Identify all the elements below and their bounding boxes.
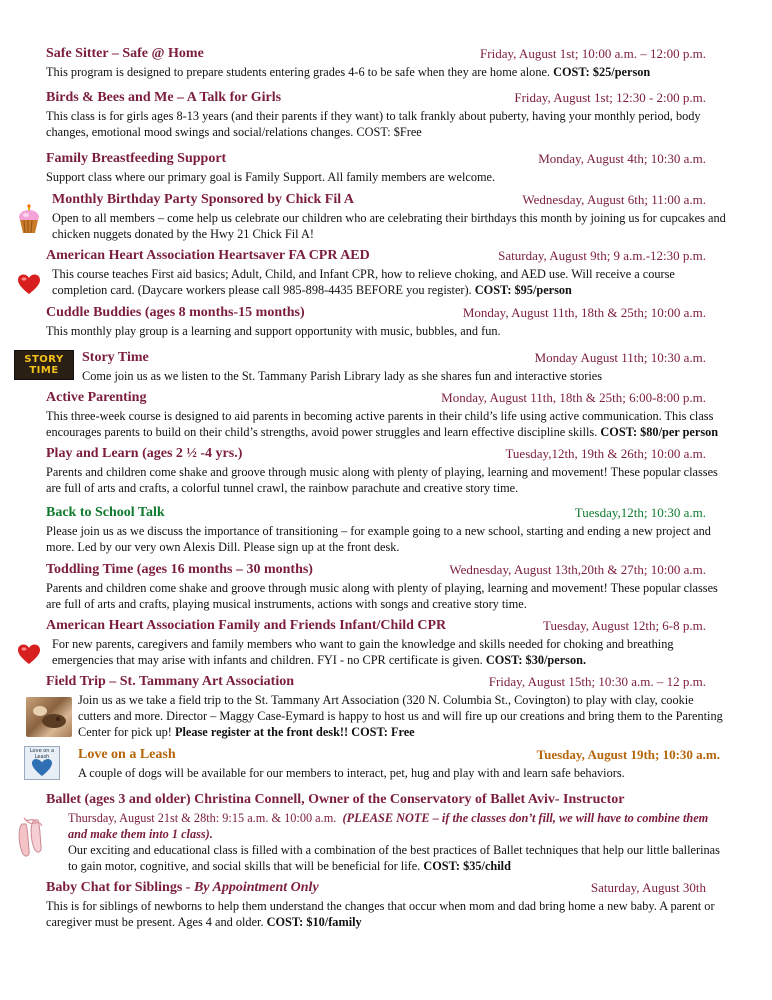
event-description: Parents and children come shake and groove through music along with plenty of playing, learning and movement! These popular classes are full of arts and crafts, a colorful tunnel crawl, the rainbow parachute and creative story time.: [46, 465, 718, 495]
event-date: Saturday, August 9th; 9 a.m.-12:30 p.m.: [498, 248, 706, 263]
event-title: Safe Sitter – Safe @ Home: [46, 46, 204, 61]
event-note: (PLEASE NOTE – if the classes don’t fill, we will have to combine them and make them into 1 class).: [68, 811, 709, 841]
event-cuddle-buddies: [0, 305, 772, 339]
event-ballet: [0, 792, 772, 874]
event-date: Monday, August 4th; 10:30 a.m.: [538, 151, 706, 166]
event-description: A couple of dogs will be available for our members to interact, pet, hug and play with and learn safe behaviors.: [78, 766, 625, 780]
event-date: Friday, August 15th; 10:30 a.m. – 12 p.m.: [488, 674, 706, 689]
event-title: Birds & Bees and Me – A Talk for Girls: [46, 90, 282, 105]
event-description: Join us as we take a field trip to the St. Tammany Art Association (320 N. Columbia St., Covington) to play with clay, cookie cutters and more. Director – Maggy Case-Eymard is happy to host us and will fire up our creations and bring them to the Parenting Center for pick up!: [78, 693, 723, 739]
event-date: Tuesday, August 12th; 6-8 p.m.: [543, 618, 706, 633]
event-title: Monthly Birthday Party Sponsored by Chick Fil A: [52, 192, 354, 207]
event-title: Cuddle Buddies (ages 8 months-15 months): [46, 305, 305, 320]
event-description: Our exciting and educational class is filled with a combination of the best practices of Ballet techniques that help our little ballerinas to gain motor, cognitive, and social skills that will be beneficial for life.: [68, 843, 720, 873]
event-title-suffix: - By Appointment Only: [185, 880, 319, 895]
event-back-to-school: [0, 505, 772, 555]
event-description: Open to all members – come help us celebrate our children who are celebrating their birthdays this month by joining us for cupcakes and chicken nuggets donated by the Hwy 21 Chick Fil A!: [52, 211, 726, 241]
event-heartsaver: [0, 248, 772, 298]
event-cost: COST: $25/person: [553, 65, 651, 79]
event-play-and-learn: [0, 446, 772, 496]
event-description: Please join us as we discuss the importance of transitioning – for example going to a new school, starting and ending a new project and more. Led by our very own Alexis Dill. Please sign up at the front desk.: [46, 524, 711, 554]
event-title: Family Breastfeeding Support: [46, 151, 227, 166]
event-cost: COST: $95/person: [474, 283, 572, 297]
event-breastfeeding: [0, 151, 772, 185]
event-description: This course teaches First aid basics; Adult, Child, and Infant CPR, how to relieve choking, and AED use. Will receive a course completion card. (Daycare workers please call 985-898-4435 BEFORE you register).: [52, 267, 675, 297]
event-title: Ballet (ages 3 and older) Christina Connell, Owner of the Conservatory of Ballet Aviv- Instructor: [46, 792, 625, 807]
event-description: This three-week course is designed to aid parents in becoming active parents in their child’s life using active communication. This class encourages parents to build on their child’s strengths, avoid power struggles and learn effective discipline skills.: [46, 409, 714, 439]
love-on-a-leash-logo-text: Love on a Leash: [29, 748, 55, 760]
story-time-logo-text: STORY TIME: [24, 354, 64, 376]
event-description: This program is designed to prepare students entering grades 4-6 to be safe when they are home alone.: [46, 65, 551, 79]
event-title: Love on a Leash: [78, 747, 176, 762]
event-date: Friday, August 1st; 12:30 - 2:00 p.m.: [514, 90, 706, 105]
event-cost: COST: $10/family: [266, 915, 362, 929]
event-date: Monday, August 11th, 18th & 25th; 6:00-8:00 p.m.: [441, 390, 706, 405]
event-title: Field Trip – St. Tammany Art Association: [46, 674, 295, 689]
event-description: This is for siblings of newborns to help them understand the changes that occur when mom and dad bring home a new baby. A parent or caregiver must be present. Ages 4 and older.: [46, 899, 715, 929]
event-date: Wednesday, August 13th,20th & 27th; 10:00 a.m.: [449, 562, 706, 577]
event-description: Come join us as we listen to the St. Tammany Parish Library lady as she shares fun and interactive stories: [82, 369, 603, 383]
event-description: Support class where our primary goal is Family Support. All family members are welcome.: [46, 170, 496, 184]
event-title: Toddling Time (ages 16 months – 30 months): [46, 562, 313, 577]
event-family-friends-cpr: [0, 618, 772, 668]
event-birthday-party: [0, 192, 772, 242]
event-title: Play and Learn (ages 2 ½ -4 yrs.): [46, 446, 243, 461]
event-title: [46, 880, 319, 896]
event-birds-bees: [0, 90, 772, 140]
event-date: Thursday, August 21st & 28th: 9:15 a.m. & 10:00 a.m.: [68, 811, 337, 825]
event-date: Friday, August 1st; 10:00 a.m. – 12:00 p.m.: [480, 46, 706, 61]
event-love-on-a-leash: [0, 747, 772, 781]
event-title: Story Time: [82, 350, 149, 365]
event-date: Saturday, August 30th: [590, 880, 706, 895]
event-active-parenting: [0, 390, 772, 440]
event-story-time: [0, 350, 772, 384]
event-field-trip: [0, 674, 772, 740]
event-date: Tuesday,12th, 19th & 26th; 10:00 a.m.: [505, 446, 706, 461]
event-title-main: Baby Chat for Siblings: [46, 880, 183, 895]
event-description: Parents and children come shake and groove through music along with plenty of playing, learning and movement! These popular classes are full of arts and crafts, playing musical instruments, actions with songs and creative story time.: [46, 581, 718, 611]
event-title: Active Parenting: [46, 390, 147, 405]
event-title: Back to School Talk: [46, 505, 165, 520]
event-date: Wednesday, August 6th; 11:00 a.m.: [522, 192, 706, 207]
event-date: Tuesday, August 19th; 10:30 a.m.: [536, 747, 720, 762]
event-toddling-time: [0, 562, 772, 612]
event-cost: COST: $35/child: [423, 859, 511, 873]
event-cost: COST: $30/person.: [485, 653, 587, 667]
event-date: Monday August 11th; 10:30 a.m.: [534, 350, 706, 365]
event-description: This monthly play group is a learning and support opportunity with music, bubbles, and fun.: [46, 324, 501, 338]
event-title: American Heart Association Heartsaver FA CPR AED: [46, 248, 370, 263]
event-cost: Please register at the front desk!! COST: Free: [174, 725, 415, 739]
event-description: For new parents, caregivers and family members who want to gain the knowledge and skills needed for choking and breathing emergencies that may arise with infants and children. FYI - no CPR certificate is given.: [52, 637, 674, 667]
event-description: This class is for girls ages 8-13 years (and their parents if they want) to talk frankly about puberty, having your monthly period, body changes, emotional mood swings and social/relations changes. COST: $Free: [46, 109, 701, 139]
event-cost: COST: $80/per person: [600, 425, 719, 439]
event-date: Tuesday,12th; 10:30 a.m.: [574, 505, 706, 520]
event-baby-chat: [0, 880, 772, 930]
event-title: American Heart Association Family and Friends Infant/Child CPR: [46, 618, 447, 633]
event-date: Monday, August 11th, 18th & 25th; 10:00 a.m.: [462, 305, 706, 320]
event-safe-sitter: [0, 46, 772, 80]
